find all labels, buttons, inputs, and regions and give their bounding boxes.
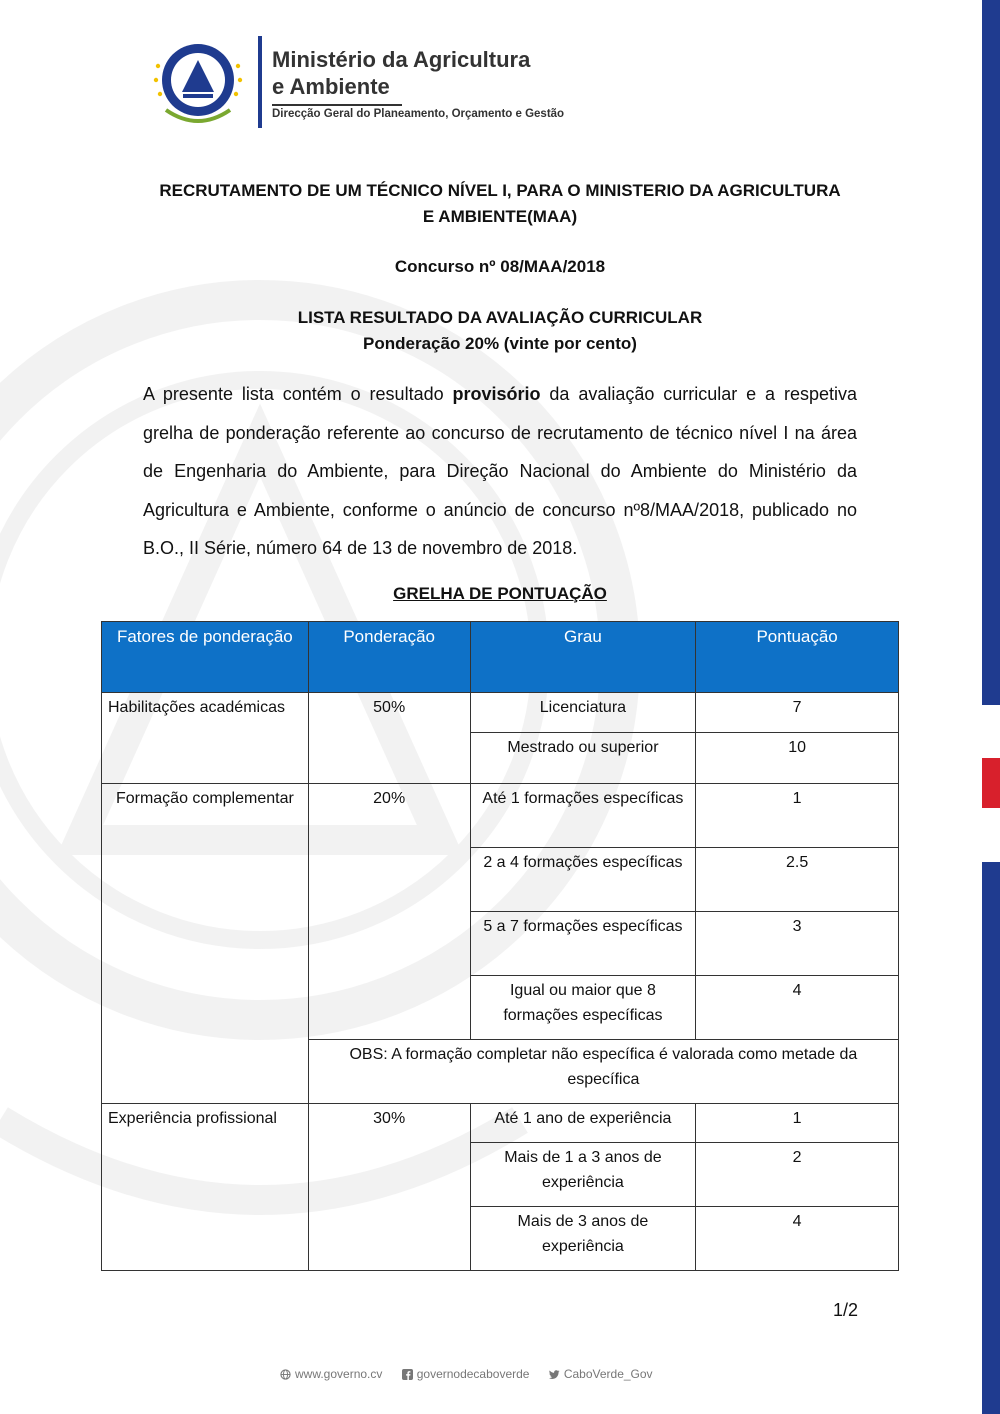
weight-cell: 50% bbox=[308, 693, 470, 784]
header-divider bbox=[258, 36, 262, 128]
facebook-text: governodecaboverde bbox=[416, 1367, 530, 1381]
factor-cell: Experiência profissional bbox=[102, 1104, 309, 1271]
table-header-row bbox=[102, 622, 899, 693]
header-grade: Grau bbox=[470, 622, 696, 693]
grade-cell: Licenciatura bbox=[470, 693, 696, 733]
footer-twitter[interactable] bbox=[549, 1367, 661, 1381]
grade-cell: Mais de 3 anos de experiência bbox=[470, 1207, 696, 1271]
table-row bbox=[102, 784, 899, 848]
score-cell: 7 bbox=[696, 693, 899, 733]
header-factor: Fatores de ponderação bbox=[102, 622, 309, 693]
grade-cell: Mestrado ou superior bbox=[470, 733, 696, 784]
weighting-subtitle: Ponderação 20% (vinte por cento) bbox=[363, 334, 637, 353]
header-score: Pontuação bbox=[696, 622, 899, 693]
website-text: www.governo.cv bbox=[295, 1367, 383, 1381]
cabo-verde-seal-icon bbox=[148, 36, 248, 132]
document-title bbox=[130, 178, 870, 230]
score-cell: 10 bbox=[696, 733, 899, 784]
grid-title: GRELHA DE PONTUAÇÃO bbox=[393, 584, 607, 603]
note-cell: OBS: A formação completar não específica é valorada como metade da específica bbox=[308, 1040, 898, 1104]
intro-text-end: da avaliação curricular e a respetiva grelha de ponderação referente ao concurso de recrutamento de técnico nível I na área de Engenharia do Ambiente, para Direção Nacional do Ambiente do Ministério da Agricultura e Ambiente, conforme o anúncio de concurso nº8/MAA/2018, publicado no B.O., II Série, número 64 de 13 de novembro de 2018. bbox=[143, 384, 857, 558]
side-stripe-blue-bottom bbox=[982, 862, 1000, 1414]
score-cell: 1 bbox=[696, 784, 899, 848]
footer-links bbox=[280, 1367, 720, 1381]
side-stripe-blue-top bbox=[982, 0, 1000, 705]
score-cell: 2 bbox=[696, 1143, 899, 1207]
grade-cell: Igual ou maior que 8 formações específicas bbox=[470, 976, 696, 1040]
header-weight: Ponderação bbox=[308, 622, 470, 693]
twitter-icon bbox=[549, 1369, 560, 1380]
letterhead bbox=[148, 36, 608, 132]
title-line-2: E AMBIENTE(MAA) bbox=[422, 207, 578, 226]
footer-facebook[interactable] bbox=[402, 1367, 541, 1381]
facebook-icon bbox=[402, 1369, 413, 1380]
contest-number: Concurso nº 08/MAA/2018 bbox=[394, 257, 606, 276]
directorate-name: Direcção Geral do Planeamento, Orçamento e Gestão bbox=[272, 108, 565, 120]
globe-icon bbox=[280, 1369, 291, 1380]
intro-paragraph bbox=[143, 375, 857, 568]
intro-text-start: A presente lista contém o resultado bbox=[143, 384, 453, 404]
table-row bbox=[102, 693, 899, 733]
grade-cell: Mais de 1 a 3 anos de experiência bbox=[470, 1143, 696, 1207]
title-line-1: RECRUTAMENTO DE UM TÉCNICO NÍVEL I, PARA O MINISTERIO DA AGRICULTURA bbox=[159, 181, 841, 200]
score-cell: 4 bbox=[696, 1207, 899, 1271]
page-number: 1/2 bbox=[832, 1300, 858, 1320]
grade-cell: 5 a 7 formações específicas bbox=[470, 912, 696, 976]
factor-cell: Habilitações académicas bbox=[102, 693, 309, 784]
score-cell: 1 bbox=[696, 1104, 899, 1143]
table-row bbox=[102, 1104, 899, 1143]
ministry-line-2: e Ambiente bbox=[272, 74, 390, 99]
score-cell: 4 bbox=[696, 976, 899, 1040]
header-rule bbox=[272, 104, 402, 106]
grade-cell: Até 1 ano de experiência bbox=[470, 1104, 696, 1143]
ministry-line-1: Ministério da Agricultura bbox=[272, 47, 531, 72]
weight-cell: 20% bbox=[308, 784, 470, 1040]
scoring-table bbox=[101, 621, 899, 1271]
side-stripe-red bbox=[982, 758, 1000, 808]
ministry-name bbox=[272, 46, 530, 100]
score-cell: 2.5 bbox=[696, 848, 899, 912]
list-title: LISTA RESULTADO DA AVALIAÇÃO CURRICULAR bbox=[297, 308, 703, 327]
weight-cell: 30% bbox=[308, 1104, 470, 1271]
footer-website[interactable] bbox=[280, 1367, 394, 1381]
grade-cell: Até 1 formações específicas bbox=[470, 784, 696, 848]
intro-bold-word: provisório bbox=[452, 384, 541, 404]
score-cell: 3 bbox=[696, 912, 899, 976]
grade-cell: 2 a 4 formações específicas bbox=[470, 848, 696, 912]
factor-cell: Formação complementar bbox=[102, 784, 309, 1104]
twitter-text: CaboVerde_Gov bbox=[563, 1367, 653, 1381]
